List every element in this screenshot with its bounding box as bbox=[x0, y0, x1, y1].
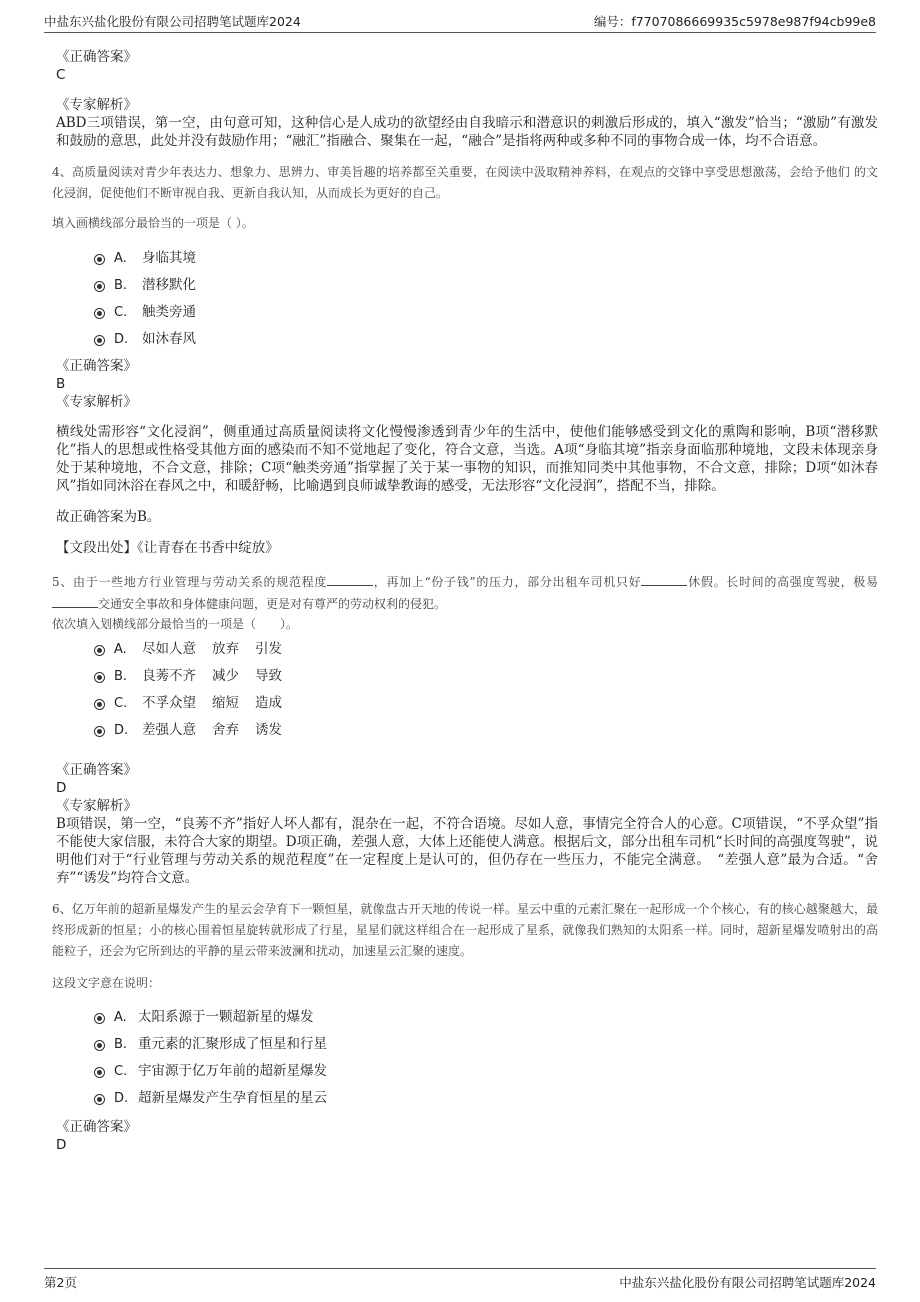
radio-selected-icon[interactable] bbox=[94, 1067, 105, 1078]
q5-options bbox=[56, 636, 878, 744]
document-body bbox=[52, 44, 878, 1154]
q3-analysis: ABD三项错误，第一空，由句意可知，这种信心是人成功的欲望经由自我暗示和潜意识的刺激后形成的，填入“激发”恰当；“激励”有激发和鼓励的意思，此处并没有鼓励作用；“融汇”指融合、聚集在一起，“融合”是指将两种或多种不同的事物合成一体，均不合语意。 bbox=[56, 115, 878, 149]
q6-answer-label: 《正确答案》 bbox=[56, 1119, 137, 1135]
page-header bbox=[44, 10, 876, 33]
q4-analysis-label: 《专家解析》 bbox=[56, 394, 137, 410]
q6-instruction: 这段文字意在说明： bbox=[52, 976, 161, 990]
radio-selected-icon[interactable] bbox=[94, 254, 105, 265]
q6-options bbox=[56, 1004, 878, 1112]
q6-option-c[interactable]: C. 宇宙源于亿万年前的超新星爆发 bbox=[56, 1058, 878, 1085]
q4-instruction: 填入画横线部分最恰当的一项是（ ）。 bbox=[52, 216, 254, 230]
q5-instruction: 依次填入划横线部分最恰当的一项是（ ）。 bbox=[52, 617, 299, 631]
q6-answer: D bbox=[56, 1137, 67, 1153]
q3-answer: C bbox=[56, 67, 66, 83]
blank-1[interactable] bbox=[327, 571, 373, 586]
q6-option-a[interactable]: A. 太阳系源于一颗超新星的爆发 bbox=[56, 1004, 878, 1031]
radio-selected-icon[interactable] bbox=[94, 672, 105, 683]
radio-selected-icon[interactable] bbox=[94, 726, 105, 737]
q4-answer-label: 《正确答案》 bbox=[56, 358, 137, 374]
radio-selected-icon[interactable] bbox=[94, 308, 105, 319]
q5-analysis-label: 《专家解析》 bbox=[56, 798, 137, 814]
q4-answer: B bbox=[56, 376, 66, 392]
q4-option-b[interactable]: B. 潜移默化 bbox=[56, 272, 878, 299]
q4-options bbox=[56, 245, 878, 353]
blank-2[interactable] bbox=[641, 571, 687, 586]
radio-selected-icon[interactable] bbox=[94, 335, 105, 346]
q5-answer-label: 《正确答案》 bbox=[56, 762, 137, 778]
q5-option-a[interactable]: A. 尽如人意 放弃 引发 bbox=[56, 636, 878, 663]
q4-source: 【文段出处】《让青春在书香中绽放》 bbox=[56, 540, 279, 556]
q4-option-c[interactable]: C. 触类旁通 bbox=[56, 299, 878, 326]
blank-3[interactable] bbox=[52, 593, 98, 608]
q5-option-b[interactable]: B. 良莠不齐 减少 导致 bbox=[56, 663, 878, 690]
q6-text: 6、亿万年前的超新星爆发产生的星云会孕育下一颗恒星，就像盘古开天地的传说一样。星云中重的元素汇聚在一起形成一个个核心，有的核心越聚越大，最终形成新的恒星；小的核心围着恒星旋转就形成了行星，星星们就这样组合在一起形成了星系，就像我们熟知的太阳系一样。同时，超新星爆发喷射出的高能粒子，还会为它所到达的平静的星云带来波澜和扰动，加速星云汇聚的速度。 bbox=[52, 902, 878, 958]
q4-text: 4、高质量阅读对青少年表达力、想象力、思辨力、审美旨趣的培养都至关重要，在阅读中汲取精神养料，在观点的交锋中享受思想激荡，会给予他们 的文化浸润，促使他们不断审视自我、更新自我认知，从而成长为更好的自己。 bbox=[52, 165, 878, 200]
footer-page-number: 第2页 bbox=[44, 1275, 77, 1290]
q6-option-d[interactable]: D. 超新星爆发产生孕育恒星的星云 bbox=[56, 1085, 878, 1112]
q3-answer-label: 《正确答案》 bbox=[56, 49, 137, 65]
radio-selected-icon[interactable] bbox=[94, 699, 105, 710]
radio-selected-icon[interactable] bbox=[94, 1094, 105, 1105]
footer-title: 中盐东兴盐化股份有限公司招聘笔试题库2024 bbox=[619, 1275, 876, 1290]
q4-analysis: 横线处需形容“文化浸润”，侧重通过高质量阅读将文化慢慢渗透到青少年的生活中，使他们能够感受到文化的熏陶和影响，B项“潜移默化”指人的思想或性格受其他方面的感染而不知不觉地起了变化，符合文意，当选。A项“身临其境”指亲身面临那种境地，文段未体现亲身处于某种境地，不合文意，排除；C项“触类旁通”指掌握了关于某一事物的知识，而推知同类中其他事物，不合文意，排除；D项“如沐春风”指如同沐浴在春风之中，和暖舒畅，比喻遇到良师诚挚教诲的感受，无法形容“文化浸润”，搭配不当，排除。 bbox=[56, 424, 878, 494]
q4-option-d[interactable]: D. 如沐春风 bbox=[56, 326, 878, 353]
q5-answer: D bbox=[56, 780, 67, 796]
q6-option-b[interactable]: B. 重元素的汇聚形成了恒星和行星 bbox=[56, 1031, 878, 1058]
q4-conclusion: 故正确答案为B。 bbox=[56, 509, 161, 525]
q5-option-c[interactable]: C. 不孚众望 缩短 造成 bbox=[56, 690, 878, 717]
q4-option-a[interactable]: A. 身临其境 bbox=[56, 245, 878, 272]
page-footer bbox=[44, 1268, 876, 1293]
header-title: 中盐东兴盐化股份有限公司招聘笔试题库2024 bbox=[44, 14, 301, 29]
radio-selected-icon[interactable] bbox=[94, 281, 105, 292]
radio-selected-icon[interactable] bbox=[94, 1040, 105, 1051]
q5-analysis: B项错误，第一空，“良莠不齐”指好人坏人都有，混杂在一起，不符合语境。尽如人意，事情完全符合人的心意。C项错误，“不孚众望”指不能使大家信服，未符合大家的期望。D项正确，差强人意，大体上还能使人满意。根据后文，部分出租车司机“长时间的高强度驾驶”，说明他们对于“行业管理与劳动关系的规范程度”在一定程度上是认可的，但仍存在一些压力，不能完全满意。 “差强人意”最为合适。“舍弃”“诱发”均符合文意。 bbox=[56, 816, 878, 886]
q5-option-d[interactable]: D. 差强人意 舍弃 诱发 bbox=[56, 717, 878, 744]
header-serial: 编号：f7707086669935c5978e987f94cb99e8 bbox=[593, 14, 876, 29]
q3-analysis-label: 《专家解析》 bbox=[56, 97, 137, 113]
q5-text: 5、由于一些地方行业管理与劳动关系的规范程度 ，再加上“份子钱”的压力，部分出租车司机只好 休假。长时间的高强度驾驶，极易交通安全事故和身体健康问题，更是对有尊严的劳动权利的侵犯。 bbox=[52, 571, 878, 615]
radio-selected-icon[interactable] bbox=[94, 1013, 105, 1024]
radio-selected-icon[interactable] bbox=[94, 645, 105, 656]
